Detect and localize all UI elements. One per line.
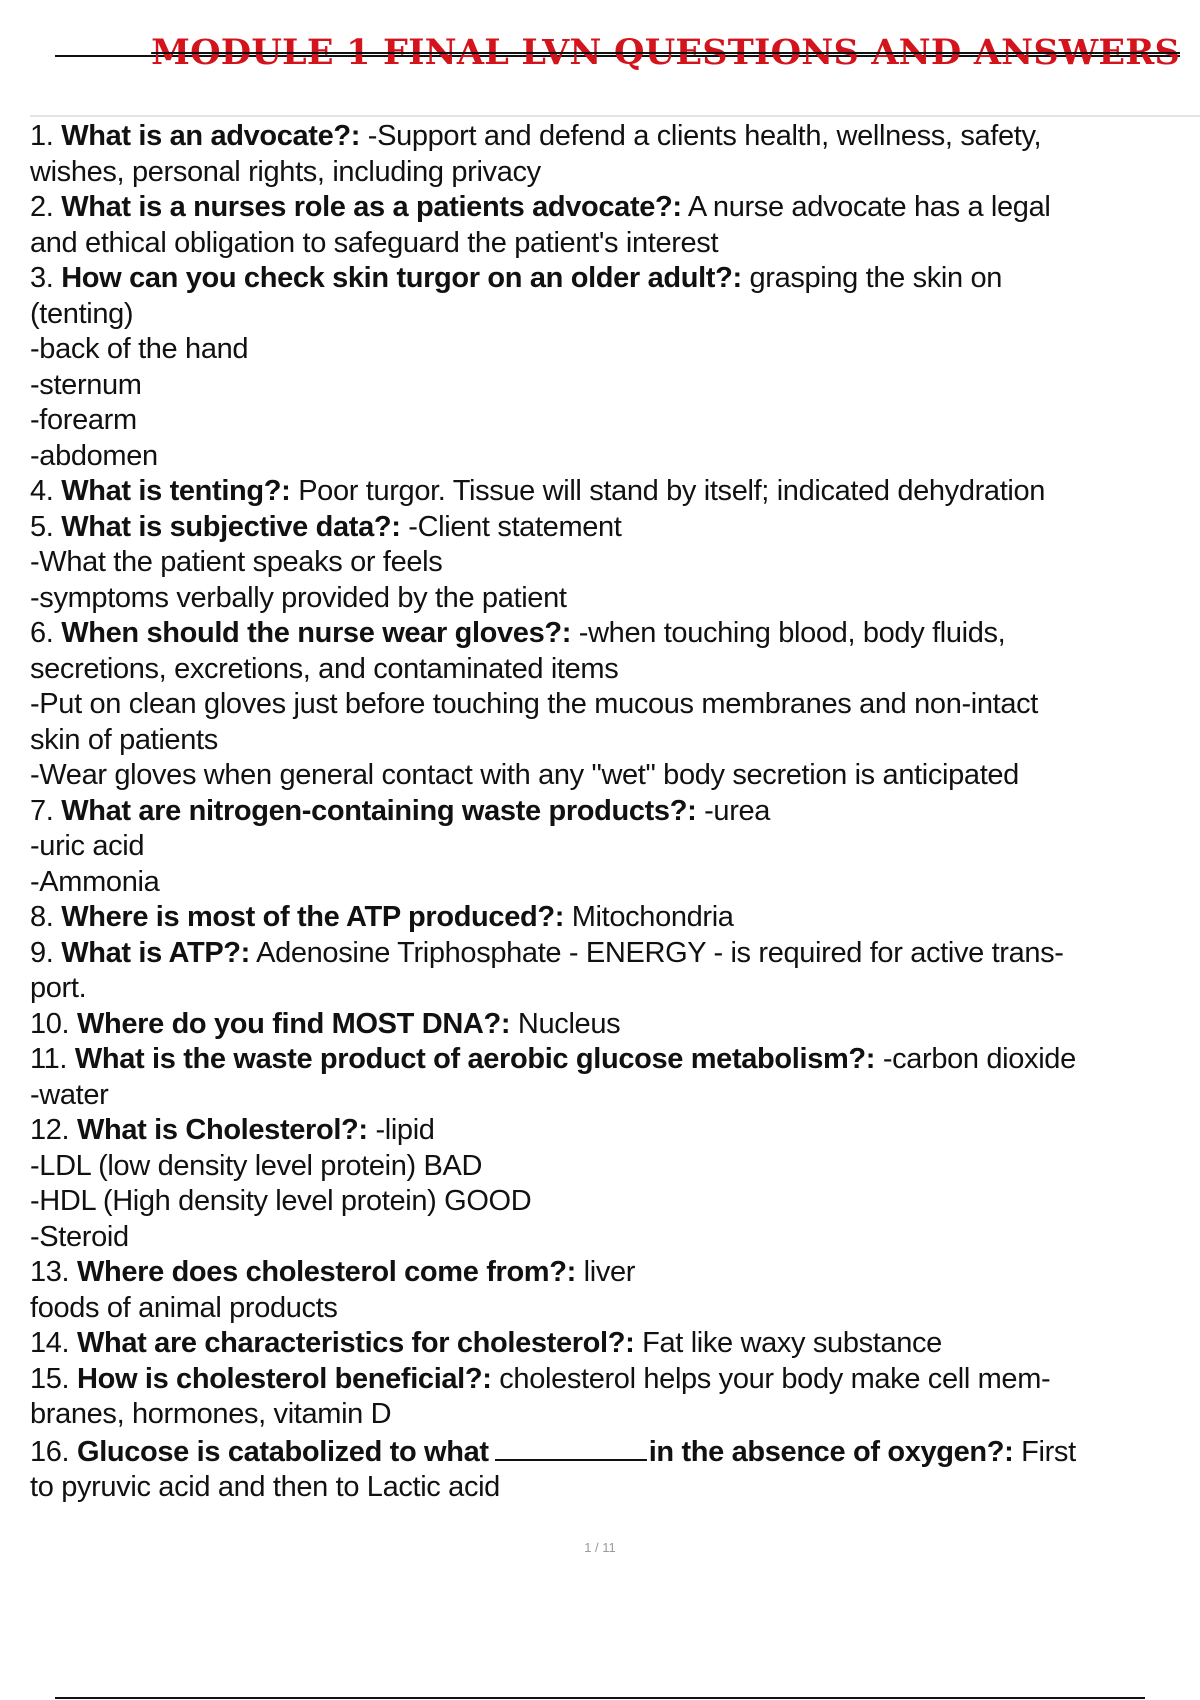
answer-text: -urea <box>704 794 771 827</box>
answer-line: foods of animal products <box>30 1291 338 1324</box>
item-number: 13. <box>30 1256 70 1288</box>
answer-line: (tenting) <box>30 297 134 330</box>
qa-item-1 <box>30 119 1198 155</box>
answer-line: -uric acid <box>30 830 145 862</box>
question-text: What is a nurses role as a patients advocate?: <box>61 191 682 223</box>
answer-line: -water <box>30 1078 109 1111</box>
answer-line: branes, hormones, vitamin D <box>30 1398 392 1430</box>
item-number: 1. <box>30 120 54 152</box>
answer-line: skin of patients <box>30 723 218 756</box>
answer-line: -Steroid <box>30 1220 129 1253</box>
item-number: 10. <box>30 1007 70 1040</box>
answer-line: -What the patient speaks or feels <box>30 546 443 578</box>
question-text: How can you check skin turgor on an older adult?: <box>61 262 742 294</box>
question-text: When should the nurse wear gloves?: <box>61 617 572 649</box>
item-number: 6. <box>30 617 54 649</box>
title-divider <box>30 115 1200 117</box>
answer-line: -forearm <box>30 404 137 436</box>
question-text: What is the waste product of aerobic glucose metabolism?: <box>74 1043 876 1075</box>
qa-item-13 <box>30 1255 1198 1291</box>
item-number: 2. <box>30 191 54 223</box>
answer-text: Fat like waxy substance <box>642 1327 942 1359</box>
title-area <box>55 30 1180 80</box>
qa-item-6 <box>30 616 1198 652</box>
question-text: Where does cholesterol come from?: <box>76 1256 576 1288</box>
answer-line: -back of the hand <box>30 333 249 365</box>
qa-item-7 <box>30 794 1198 830</box>
fill-in-blank <box>495 1433 647 1461</box>
question-text: What is tenting?: <box>61 475 291 507</box>
answer-line: -abdomen <box>30 439 158 472</box>
answer-text: First <box>1021 1435 1076 1468</box>
item-number: 12. <box>30 1114 70 1146</box>
qa-item-9 <box>30 936 1198 972</box>
answer-line: wishes, personal rights, including privacy <box>30 155 541 188</box>
answer-line: -Wear gloves when general contact with any "wet" body secretion is anticipated <box>30 759 1019 791</box>
qa-item-11 <box>30 1042 1198 1078</box>
page-bottom-rule <box>55 1697 1145 1699</box>
qa-item-15 <box>30 1362 1198 1398</box>
answer-line: secretions, excretions, and contaminated items <box>30 652 619 685</box>
question-text: What are nitrogen-containing waste products?: <box>61 794 697 827</box>
answer-text: grasping the skin on <box>749 262 1003 294</box>
item-number: 4. <box>30 475 54 507</box>
question-text: How is cholesterol beneficial?: <box>76 1362 492 1395</box>
item-number: 7. <box>30 794 54 827</box>
item-number: 14. <box>30 1327 70 1359</box>
qa-list <box>30 119 1198 1506</box>
item-number: 9. <box>30 936 54 969</box>
answer-text: -carbon dioxide <box>882 1043 1076 1075</box>
answer-text: -when touching blood, body fluids, <box>578 617 1006 649</box>
qa-item-4 <box>30 474 1198 510</box>
question-text: What is Cholesterol?: <box>76 1114 368 1146</box>
answer-line: -Ammonia <box>30 865 160 898</box>
qa-item-14 <box>30 1326 1198 1362</box>
question-text: What are characteristics for cholesterol?: <box>76 1327 635 1359</box>
answer-text: Nucleus <box>517 1007 621 1040</box>
answer-text: cholesterol helps your body make cell mem- <box>499 1362 1051 1395</box>
question-text: Where is most of the ATP produced?: <box>61 901 565 933</box>
item-number: 15. <box>30 1362 70 1395</box>
answer-text: -lipid <box>375 1114 435 1146</box>
qa-item-16 <box>30 1433 1198 1471</box>
answer-line: -Put on clean gloves just before touching the mucous membranes and non-intact <box>30 688 1038 720</box>
question-text: What is ATP?: <box>61 936 250 969</box>
answer-text: -Support and defend a clients health, wellness, safety, <box>367 120 1042 152</box>
answer-line: -HDL (High density level protein) GOOD <box>30 1185 532 1217</box>
answer-text: -Client statement <box>408 510 622 543</box>
qa-item-3 <box>30 261 1198 297</box>
item-number: 8. <box>30 901 54 933</box>
question-text: What is subjective data?: <box>61 510 401 543</box>
page-indicator: 1 / 11 <box>584 1540 616 1555</box>
qa-item-5 <box>30 510 1198 546</box>
question-text: What is an advocate?: <box>61 120 361 152</box>
answer-line: -LDL (low density level protein) BAD <box>30 1149 483 1182</box>
answer-line: -symptoms verbally provided by the patient <box>30 581 567 614</box>
answer-line: -sternum <box>30 368 142 401</box>
document-title: MODULE 1 FINAL LVN QUESTIONS AND ANSWERS <box>151 32 1180 73</box>
answer-text: Poor turgor. Tissue will stand by itself; indicated dehydration <box>298 475 1046 507</box>
qa-item-10 <box>30 1007 1198 1043</box>
qa-item-8 <box>30 900 1198 936</box>
answer-text: A nurse advocate has a legal <box>687 191 1051 223</box>
qa-item-12 <box>30 1113 1198 1149</box>
answer-text: Adenosine Triphosphate - ENERGY - is required for active trans- <box>256 936 1064 969</box>
answer-line: to pyruvic acid and then to Lactic acid <box>30 1471 500 1503</box>
question-text-continued: in the absence of oxygen?: <box>648 1435 1014 1468</box>
item-number: 11. <box>30 1043 68 1075</box>
qa-item-2 <box>30 190 1198 226</box>
answer-text: liver <box>583 1256 636 1288</box>
question-text: Glucose is catabolized to what <box>76 1435 489 1468</box>
answer-text: Mitochondria <box>571 901 734 933</box>
item-number: 3. <box>30 262 54 294</box>
item-number: 16. <box>30 1435 70 1468</box>
answer-line: and ethical obligation to safeguard the patient's interest <box>30 226 719 259</box>
answer-line: port. <box>30 972 87 1004</box>
item-number: 5. <box>30 510 54 543</box>
question-text: Where do you find MOST DNA?: <box>76 1007 511 1040</box>
